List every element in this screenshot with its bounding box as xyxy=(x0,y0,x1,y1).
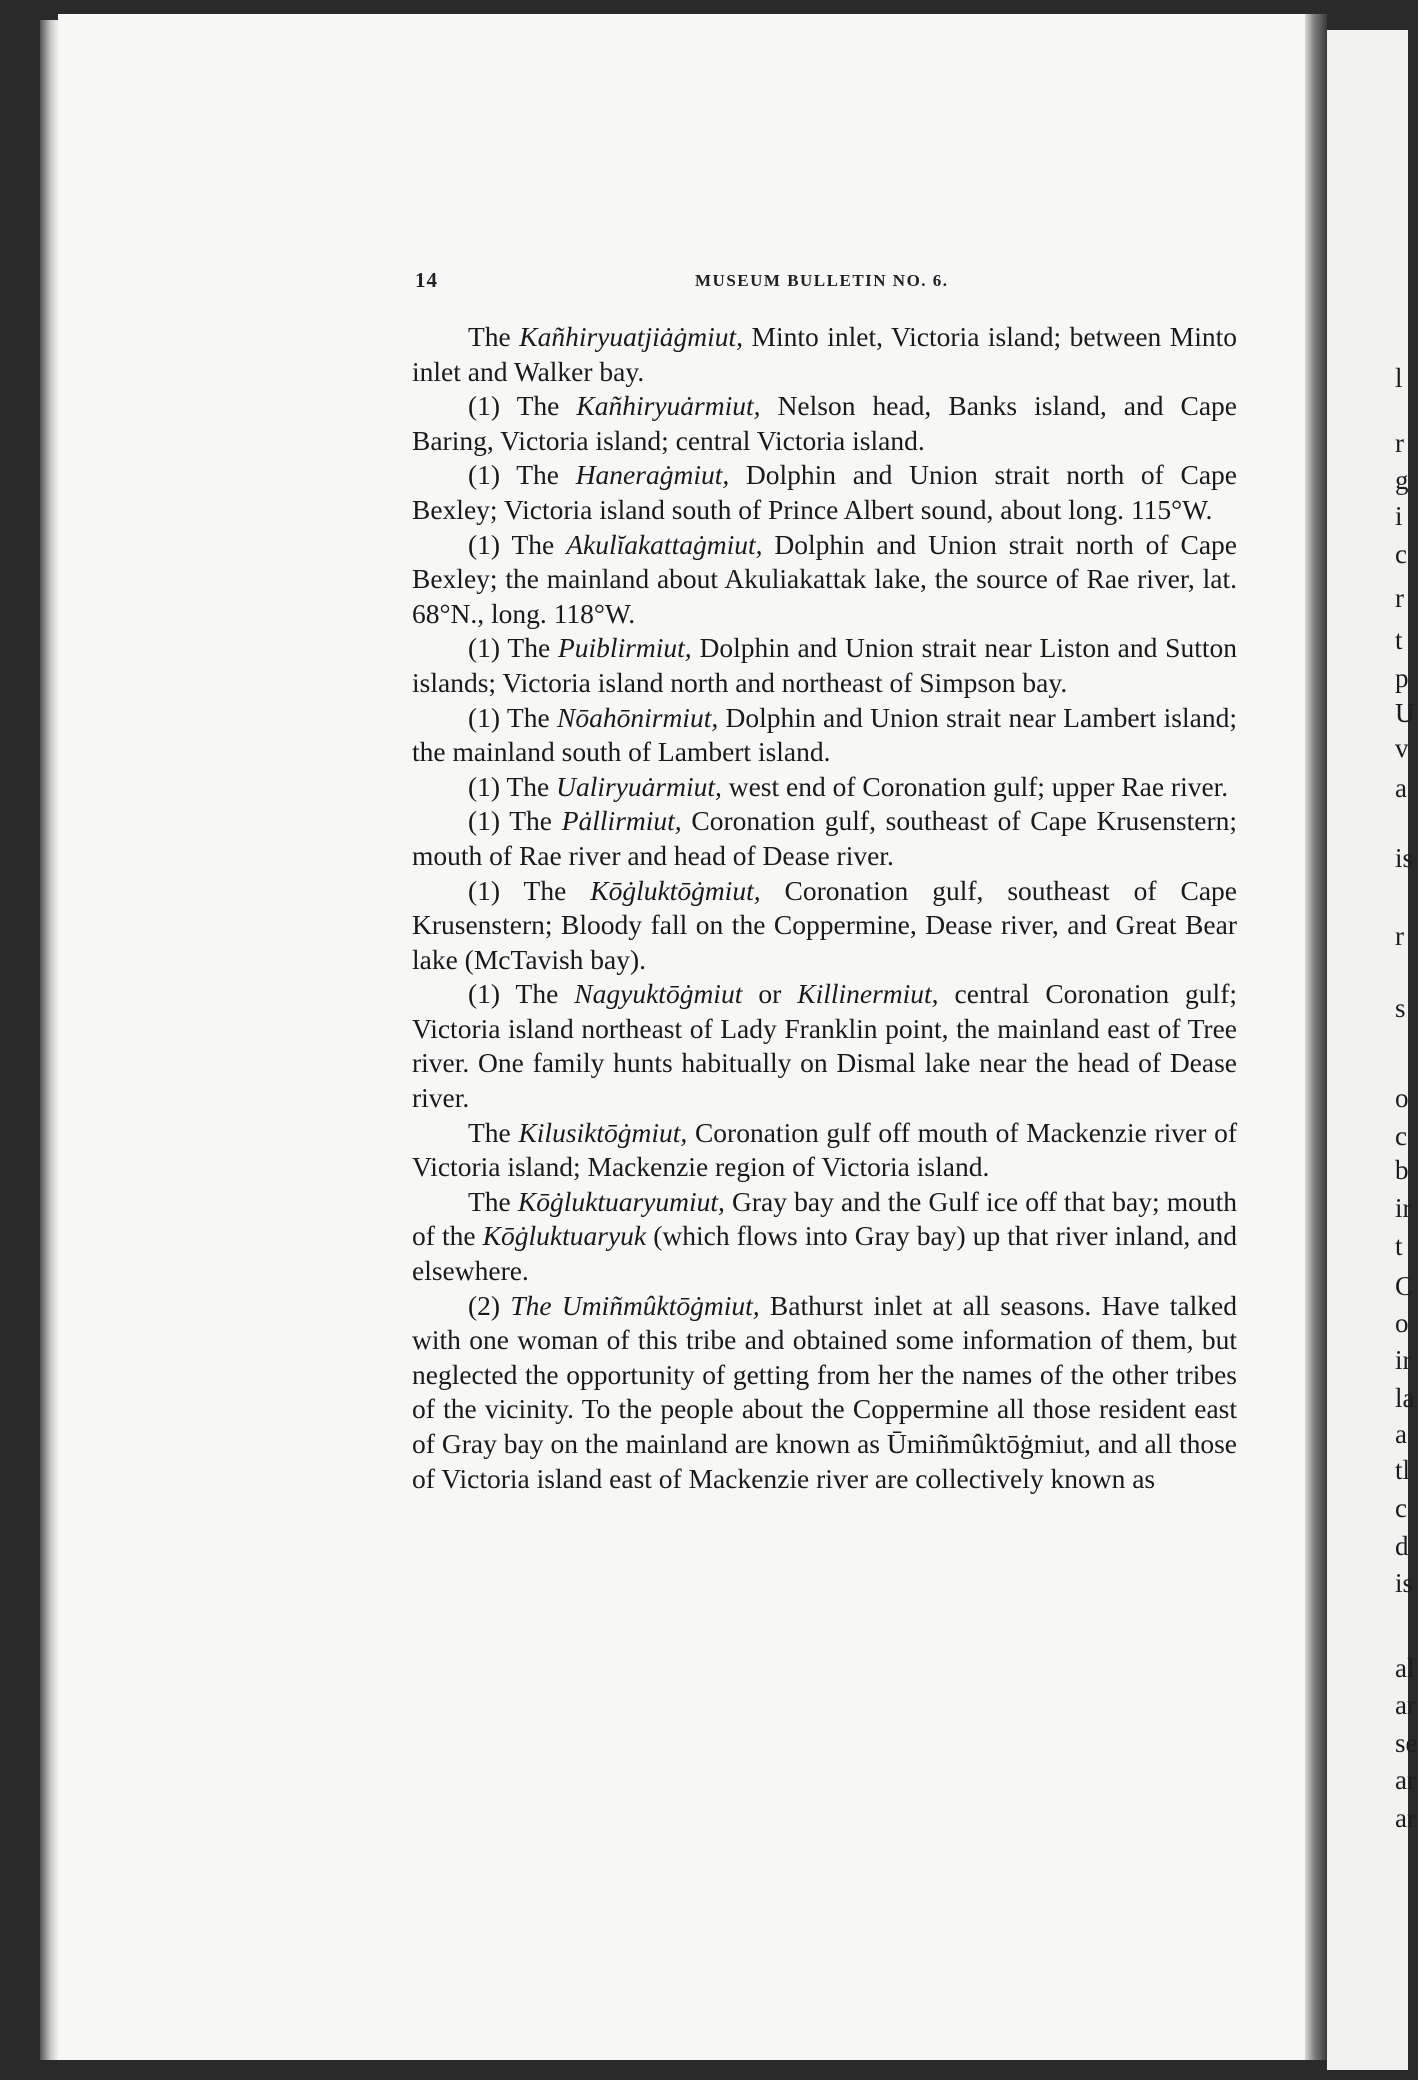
tribe-entry xyxy=(412,1116,1237,1185)
running-header xyxy=(415,268,1237,298)
adjacent-page-letter: t xyxy=(1395,1231,1403,1261)
adjacent-page-letter: o xyxy=(1395,1083,1409,1113)
tribe-name: The Umiñmûktōġmiut, xyxy=(510,1289,760,1321)
tribe-name: Nōahōnirmiut, xyxy=(557,701,719,733)
tribe-entry xyxy=(412,389,1237,458)
adjacent-page-letter: al xyxy=(1395,1653,1415,1683)
tribe-name: Pȧllirmiut, xyxy=(561,805,682,837)
entry-text: Dolphin and Union strait north of Cape Bexley; the mainland about Akuliakattak lake, the source of Rae river, lat. 68°N., long. 118°W. xyxy=(412,528,1238,629)
tribe-name: Haneraġmiut, xyxy=(575,459,730,491)
adjacent-page-letter: b xyxy=(1395,1155,1409,1185)
adjacent-page-letter: ar xyxy=(1395,1765,1416,1795)
entry-text: The xyxy=(468,321,520,352)
adjacent-page-letter: r xyxy=(1395,428,1404,458)
body-text xyxy=(412,320,1237,1496)
adjacent-page-letter: U xyxy=(1395,698,1415,728)
entry-text: Nelson head, Banks island, and Cape Baring, Victoria island; central Victoria island. xyxy=(412,390,1238,456)
adjacent-page-letter: c xyxy=(1395,1121,1407,1151)
adjacent-page-letter: c xyxy=(1395,1493,1407,1523)
tribe-entry xyxy=(412,804,1237,873)
entry-text: (1) The xyxy=(468,805,562,837)
entry-text: The xyxy=(468,1185,518,1217)
adjacent-page-letter: se xyxy=(1395,1728,1418,1758)
adjacent-page-letter: t xyxy=(1395,625,1403,655)
entry-text: Coronation gulf off mouth of Mackenzie river of Victoria island; Mackenzie region of Victoria island. xyxy=(412,1116,1237,1183)
entry-text: (1) The xyxy=(468,390,577,422)
entry-text: Bathurst inlet at all seasons. Have talked with one woman of this tribe and obtained some information of them, but neglected the opportunity of getting from her the names of the other tribes of the vicinity. To the people about the Coppermine all those resident east of Gray bay on the mainland are known as Ūmiñmûktōġmiut, and all those of Victoria island east of Mackenzie river are collectively known as xyxy=(412,1289,1237,1494)
entry-text: (1) The xyxy=(468,632,558,664)
entry-text: (1) The xyxy=(468,459,576,491)
adjacent-page-letter: is xyxy=(1395,843,1414,873)
adjacent-page-letter: a xyxy=(1395,773,1407,803)
entry-text: Minto inlet, Victoria island; between Minto inlet and Walker bay. xyxy=(412,321,1237,387)
tribe-entry xyxy=(412,1185,1237,1289)
tribe-name: Ualiryuȧrmiut, xyxy=(556,770,722,802)
tribe-entry xyxy=(412,458,1237,527)
tribe-entry xyxy=(412,701,1237,770)
running-title: MUSEUM BULLETIN NO. 6. xyxy=(695,271,949,290)
entry-text: (1) The xyxy=(468,874,591,906)
tribe-name: Kañhiryuȧrmiut, xyxy=(576,390,761,422)
adjacent-page-letter: ar xyxy=(1395,1803,1416,1833)
entry-text: The xyxy=(468,1116,519,1148)
adjacent-page-letter: d xyxy=(1395,1531,1409,1561)
entry-text: (which flows into Gray bay) up that river inland, and elsewhere. xyxy=(412,1220,1237,1287)
adjacent-page-letter: ar xyxy=(1395,1690,1416,1720)
tribe-name: Kōġluktōġmiut, xyxy=(590,874,761,906)
entry-text: (1) The xyxy=(468,701,558,733)
adjacent-page-letter: s xyxy=(1395,993,1406,1023)
tribe-name: Puiblirmiut, xyxy=(557,632,692,664)
adjacent-page-letter: tl xyxy=(1395,1455,1411,1485)
entry-text: Dolphin and Union strait near Liston and Sutton islands; Victoria island north and northeast of Simpson bay. xyxy=(412,632,1237,698)
entry-text: Coronation gulf, southeast of Cape Krusenstern; Bloody fall on the Coppermine, Dease river, and Great Bear lake (McTavish bay). xyxy=(412,874,1238,975)
tribe-name: Kōġluktuaryuk xyxy=(482,1220,647,1252)
entry-text: Coronation gulf, southeast of Cape Krusenstern; mouth of Rae river and head of Dease river. xyxy=(412,805,1237,871)
tribe-entry xyxy=(412,320,1237,389)
tribe-name: Kañhiryuatjiȧġmiut, xyxy=(519,321,744,352)
tribe-name: Nagyuktōġmiut xyxy=(574,978,743,1010)
adjacent-page-letter: a xyxy=(1395,1419,1407,1449)
tribe-name: Akulĭakattaġmiut, xyxy=(566,528,763,560)
entry-text: (1) The xyxy=(468,978,575,1010)
adjacent-page-letter: ir xyxy=(1395,1345,1412,1375)
adjacent-page xyxy=(1327,30,1418,2070)
tribe-name: Kōġluktuaryumiut, xyxy=(517,1185,725,1217)
adjacent-page-letter: o xyxy=(1395,1308,1409,1338)
adjacent-page-letter: c xyxy=(1395,539,1407,569)
adjacent-page-letter: l xyxy=(1395,363,1403,393)
tribe-entry xyxy=(412,528,1237,632)
tribe-entry xyxy=(412,770,1237,805)
entry-text: (1) The xyxy=(468,770,557,802)
tribe-entry xyxy=(412,874,1237,978)
tribe-name: Kilusiktōġmiut, xyxy=(518,1116,688,1148)
adjacent-page-letter: is xyxy=(1395,1568,1414,1598)
adjacent-page-letter: p xyxy=(1395,663,1409,693)
adjacent-page-letter: g xyxy=(1395,465,1409,495)
page-number: 14 xyxy=(415,268,438,292)
adjacent-page-letter: la xyxy=(1395,1383,1415,1413)
tribe-entry xyxy=(412,631,1237,700)
entry-text: Gray bay and the Gulf ice off that bay; mouth of the xyxy=(412,1185,1238,1252)
adjacent-page-letter: ir xyxy=(1395,1193,1412,1223)
entry-text: Dolphin and Union strait north of Cape Bexley; Victoria island south of Prince Albert sound, about long. 115°W. xyxy=(412,459,1238,525)
page-edge-shadow xyxy=(40,20,58,2060)
tribe-entry xyxy=(412,1289,1237,1497)
entry-text: central Coronation gulf; Victoria island northeast of Lady Franklin point, the mainland east of Tree river. One family hunts habitually on Dismal lake near the head of Dease river. xyxy=(412,978,1237,1114)
tribe-entry xyxy=(412,977,1237,1115)
entry-text: (2) xyxy=(468,1289,511,1321)
tribe-name: Killinermiut, xyxy=(797,978,939,1010)
book-gutter xyxy=(1305,14,1327,2060)
adjacent-page-letter: r xyxy=(1395,583,1404,613)
entry-text: west end of Coronation gulf; upper Rae river. xyxy=(721,770,1229,802)
entry-text: Dolphin and Union strait near Lambert island; the mainland south of Lambert island. xyxy=(412,701,1237,768)
adjacent-page-letter: i xyxy=(1395,501,1403,531)
entry-text: or xyxy=(742,978,798,1010)
adjacent-page-letter: r xyxy=(1395,921,1404,951)
adjacent-page-letter: C xyxy=(1395,1271,1414,1301)
adjacent-page-letter: v xyxy=(1395,733,1409,763)
entry-text: (1) The xyxy=(468,528,567,560)
